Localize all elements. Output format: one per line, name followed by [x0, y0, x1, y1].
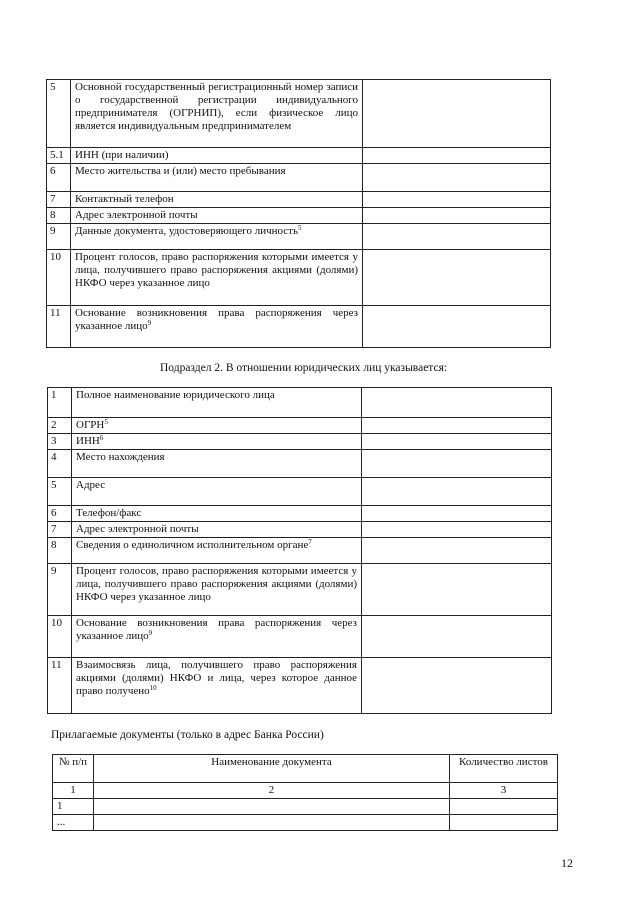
- row-label: Телефон/факс: [72, 506, 362, 522]
- value-cell: [362, 450, 552, 478]
- row-number: 1: [53, 799, 94, 815]
- row-number: 6: [47, 164, 71, 192]
- row-number: 11: [47, 306, 71, 348]
- table-row: [48, 388, 552, 418]
- row-label: Процент голосов, право распоряжения которыми имеется у лица, получившего право распоряжения акциями (долями) НКФО через указанное лицо: [71, 250, 363, 306]
- row-number: 1: [48, 388, 72, 418]
- table-row: [47, 148, 551, 164]
- table-row: [47, 208, 551, 224]
- row-label: Основание возникновения права распоряжения через указанное лицо$^9$: [72, 616, 362, 658]
- value-cell: [363, 192, 551, 208]
- row-label: Полное наименование юридического лица: [72, 388, 362, 418]
- legal-entity-info-table: [47, 387, 552, 714]
- row-label: Основной государственный регистрационный номер записи о государственной регистрации индивидуального предпринимателя (ОГРНИП), если физическое лицо является индивидуальным предпринимателем: [71, 80, 363, 148]
- row-label: Контактный телефон: [71, 192, 363, 208]
- table-row: [48, 538, 552, 564]
- row-number: 6: [48, 506, 72, 522]
- sheet-count-cell: [450, 799, 558, 815]
- row-label: ИНН (при наличии): [71, 148, 363, 164]
- table-row: [47, 192, 551, 208]
- value-cell: [362, 388, 552, 418]
- table-row: [47, 80, 551, 148]
- page-number: 12: [561, 856, 573, 870]
- table-row: [48, 450, 552, 478]
- row-label: Адрес: [72, 478, 362, 506]
- row-label: Место жительства и (или) место пребывания: [71, 164, 363, 192]
- table-header-row: [53, 755, 558, 783]
- value-cell: [362, 506, 552, 522]
- table-row: [53, 815, 558, 831]
- document-name-cell: [94, 815, 450, 831]
- row-number: 7: [47, 192, 71, 208]
- row-number: 11: [48, 658, 72, 714]
- value-cell: [363, 224, 551, 250]
- column-header: Количество листов: [450, 755, 558, 783]
- row-label: Данные документа, удостоверяющего личность$^5$: [71, 224, 363, 250]
- value-cell: [362, 418, 552, 434]
- row-number: 9: [47, 224, 71, 250]
- value-cell: [363, 208, 551, 224]
- row-label: Основание возникновения права распоряжения через указанное лицо$^9$: [71, 306, 363, 348]
- table-row: [48, 564, 552, 616]
- table-row: [47, 224, 551, 250]
- row-label: ОГРН$^5$: [72, 418, 362, 434]
- row-number: 7: [48, 522, 72, 538]
- value-cell: [362, 658, 552, 714]
- document-name-cell: [94, 799, 450, 815]
- row-label: Взаимосвязь лица, получившего право распоряжения акциями (долями) НКФО и лица, через которое данное право получено$^{10}$: [72, 658, 362, 714]
- individual-info-table: [46, 79, 551, 348]
- value-cell: [363, 148, 551, 164]
- sheet-count-cell: [450, 815, 558, 831]
- row-number: 4: [48, 450, 72, 478]
- table-row: [48, 658, 552, 714]
- subsection-2-title: Подраздел 2. В отношении юридических лиц указывается:: [160, 362, 448, 374]
- row-number: 8: [48, 538, 72, 564]
- attachments-table: [52, 754, 558, 831]
- value-cell: [363, 250, 551, 306]
- row-label: Сведения о единоличном исполнительном органе$^7$: [72, 538, 362, 564]
- row-label: Адрес электронной почты: [72, 522, 362, 538]
- value-cell: [362, 478, 552, 506]
- row-label: Адрес электронной почты: [71, 208, 363, 224]
- row-number: 9: [48, 564, 72, 616]
- column-number: 2: [94, 783, 450, 799]
- table-row: [48, 522, 552, 538]
- row-number: 3: [48, 434, 72, 450]
- table-row: [53, 783, 558, 799]
- value-cell: [363, 80, 551, 148]
- table-row: [47, 250, 551, 306]
- row-label: Место нахождения: [72, 450, 362, 478]
- value-cell: [362, 616, 552, 658]
- column-header: № п/п: [53, 755, 94, 783]
- row-label: ИНН$^6$: [72, 434, 362, 450]
- row-number: 5: [48, 478, 72, 506]
- row-number: ...: [53, 815, 94, 831]
- row-number: 10: [48, 616, 72, 658]
- row-number: 10: [47, 250, 71, 306]
- value-cell: [363, 306, 551, 348]
- table-row: [48, 434, 552, 450]
- row-number: 5: [47, 80, 71, 148]
- column-number: 3: [450, 783, 558, 799]
- table-row: [53, 799, 558, 815]
- row-number: 5.1: [47, 148, 71, 164]
- row-number: 2: [48, 418, 72, 434]
- table-row: [47, 306, 551, 348]
- value-cell: [362, 564, 552, 616]
- table-row: [48, 616, 552, 658]
- value-cell: [362, 538, 552, 564]
- table-row: [48, 478, 552, 506]
- value-cell: [362, 522, 552, 538]
- table-row: [47, 164, 551, 192]
- table-row: [48, 418, 552, 434]
- row-label: Процент голосов, право распоряжения которыми имеется у лица, получившего право распоряжения акциями (долями) НКФО через указанное лицо: [72, 564, 362, 616]
- value-cell: [363, 164, 551, 192]
- table-row: [48, 506, 552, 522]
- column-number: 1: [53, 783, 94, 799]
- attachments-title: Прилагаемые документы (только в адрес Банка России): [51, 729, 324, 741]
- row-number: 8: [47, 208, 71, 224]
- value-cell: [362, 434, 552, 450]
- column-header: Наименование документа: [94, 755, 450, 783]
